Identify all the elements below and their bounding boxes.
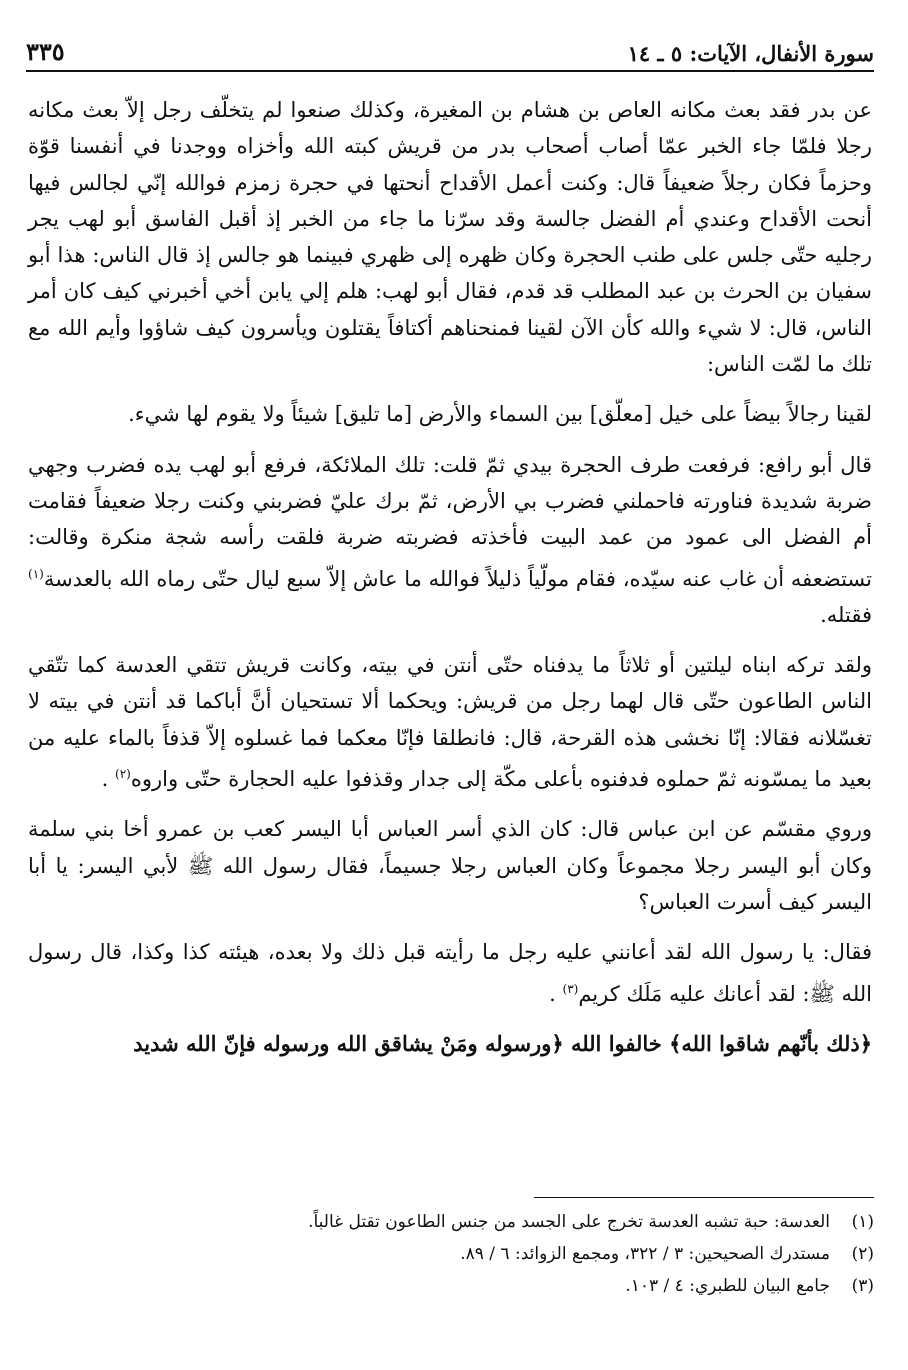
paragraph-tail: فقتله. [820,602,872,627]
footnote-number: (٣) [851,1276,874,1296]
footnote-text: جامع البيان للطبري: ٤ / ١٠٣. [625,1276,830,1296]
paragraph-4 [28,647,872,797]
footnote-item [40,1270,874,1302]
page-number: ٣٣٥ [26,37,65,66]
footnote-text: العدسة: حبة تشبه العدسة تخرج على الجسد من جنس الطاعون تقتل غالباً. [308,1212,830,1232]
verse-line: ﴿ذلك بأنّهم شاقوا الله﴾ خالفوا الله ﴿ورسوله ومَنْ يشاقق الله ورسوله فإنّ الله شديد [133,1030,872,1056]
footnote-divider [534,1197,874,1198]
footnote-ref-3: (٣) [562,981,579,996]
footnote-text: مستدرك الصحيحين: ٣ / ٣٢٢، ومجمع الزوائد: ٦ / ٨٩. [460,1244,830,1264]
footnotes [40,1206,874,1302]
paragraph-5 [28,811,872,920]
paragraph-text: لقينا رجالاً بيضاً على خيل [معلّق] بين السماء والأرض [ما تليق] شيئاً ولا يقوم لها شيء. [128,402,872,427]
paragraph-text: وروي مقسّم عن ابن عباس قال: كان الذي أسر العباس أبا اليسر كعب بن عمرو أخا بني سلمة وكان أبو اليسر رجلا مجموعاً وكان العباس رجلا جسيماً، فقال رسول الله ﷺ لأبي اليسر: يا أبا اليسر كيف أسرت العباس؟ [28,817,872,914]
paragraph-text: قال أبو رافع: فرفعت طرف الحجرة بيدي ثمّ قلت: تلك الملائكة، فرفع أبو لهب يده فضرب وجهي ضربة شديدة فناورته فاحملني فضرب بي الأرض، ثمّ برك عليّ فضربني وكنت رجلا ضعيفاً فقامت أم الفضل الى عمود من عمد البيت فأخذته فضربته ضربة فلقت رأسه شجة منكرة وقالت: تستضعفه أن غاب عنه سيّده، فقام مولّياً ذليلاً فوالله ما عاش إلاّ سبع ليال حتّى رماه الله بالعدسة [28,452,872,591]
paragraph-tail: . [101,767,115,792]
paragraph-tail: . [549,981,563,1006]
footnote-item [40,1206,874,1238]
footnote-number: (٢) [851,1244,874,1264]
footnote-ref-2: (٢) [115,767,131,782]
paragraph-3 [28,447,872,633]
body-text [28,92,872,1062]
footnote-number: (١) [851,1212,874,1232]
paragraph-text: عن بدر فقد بعث مكانه العاص بن هشام بن المغيرة، وكذلك صنعوا لم يتخلّف رجل إلاّ بعث مكانه رجلا فلمّا جاء الخبر عمّا أصاب أصحاب بدر من قريش كبته الله وأخزاه ووجدنا في أنفسنا قوّة وحزماً فكان رجلاً ضعيفاً قال: وكنت أعمل الأقداح أنحتها في حجرة زمزم فوالله إنّي لجالس فيها أنحت الأقداح وعندي أم الفضل جالسة وقد سرّنا ما جاء من الخبر إذ أقبل الفاسق أبو لهب يجر رجليه حتّى جلس على طنب الحجرة وكان ظهره إلى ظهري فبينما هو جالس إذ قال الناس: هذا أبو سفيان بن الحرث بن عبد المطلب قد قدم، فقال أبو لهب: هلم إلي يابن أخي أخبرني كيف كان أمر الناس، قال: لا شيء والله كأن الآن لقينا فمنحناهم أكتافاً يقتلون ويأسرون كيف شاؤوا وأيم الله مع تلك ما لمّت الناس: [28,98,873,377]
paragraph-text: ولقد تركه ابناه ليلتين أو ثلاثاً ما يدفناه حتّى أنتن في بيته، وكانت قريش تتقي العدسة كما تتّقي الناس الطاعون حتّى قال لهما رجل من قريش: ويحكما ألا تستحيان أنَّ أباكما قد أنتن في بيته لا تغسّلانه فقالا: إنّا نخشى هذه القرحة، قال: فانطلقا فإنّا معكما فما غسلوه إلاّ قذفاً بالماء عليه من بعيد ما يمسّونه ثمّ حملوه فدفنوه بأعلى مكّة إلى جدار وقذفوا عليه الحجارة حتّى واروه [28,653,872,792]
footnote-ref-1: (١) [28,566,44,581]
footnote-item [40,1238,874,1270]
page-header [26,28,874,72]
paragraph-quote [28,396,872,432]
running-title: سورة الأنفال، الآيات: ٥ ـ ١٤ [627,41,874,66]
paragraph-text: فقال: يا رسول الله لقد أعانني عليه رجل ما رأيته قبل ذلك ولا بعده، هيئته كذا وكذا، قال رسول الله ﷺ: لقد أعانك عليه مَلَك كريم [28,940,872,1006]
paragraph-6 [28,934,872,1012]
paragraph-1 [28,92,872,382]
